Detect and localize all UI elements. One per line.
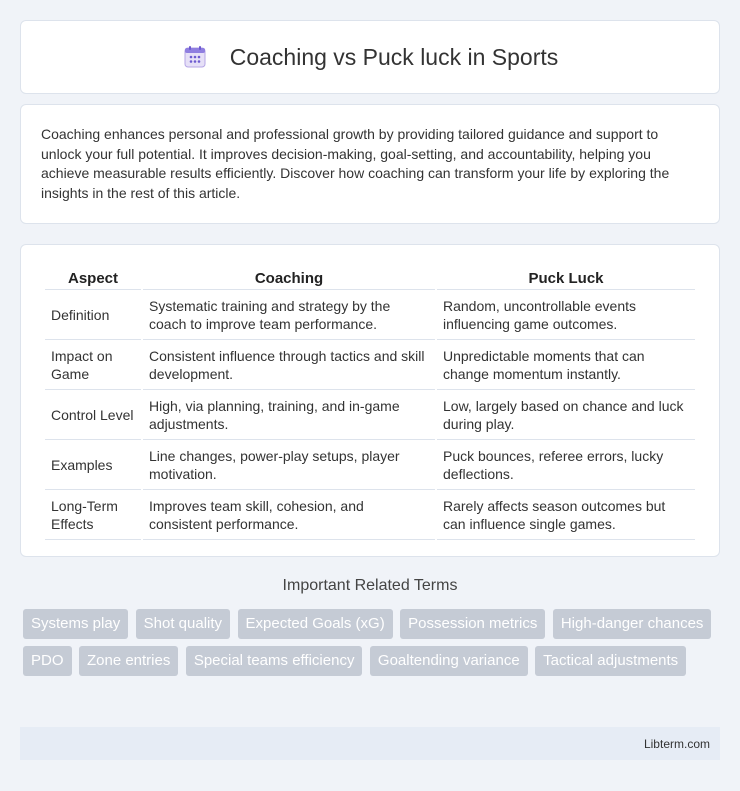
table-row [45,292,695,340]
calendar-icon [182,44,208,70]
table-cell-puck-luck: Low, largely based on chance and luck during play. [437,392,695,440]
table-row [45,392,695,440]
table-row [45,492,695,540]
intro-text: Coaching enhances personal and professional growth by providing tailored guidance and support to unlock your full potential. It improves decision-making, goal-setting, and accountability, helping you achieve measurable results efficiently. Discover how coaching can transform your life by exploring the insights in the rest of this article. [41,126,670,201]
related-term-tag[interactable]: Zone entries [79,646,178,676]
related-term-tag[interactable]: Systems play [23,609,128,639]
table-cell-coaching: Consistent influence through tactics and skill development. [143,342,435,390]
footer-site-link[interactable]: Libterm.com [643,736,710,751]
table-cell-puck-luck: Unpredictable moments that can change momentum instantly. [437,342,695,390]
comparison-table [43,265,697,542]
table-cell-puck-luck: Puck bounces, referee errors, lucky deflections. [437,442,695,490]
column-header-puck-luck: Puck Luck [437,267,695,290]
table-cell-coaching: Improves team skill, cohesion, and consistent performance. [143,492,435,540]
table-cell-aspect: Examples [45,442,141,490]
table-header-row [45,267,695,290]
table-row [45,342,695,390]
related-term-tag[interactable]: High-danger chances [553,609,712,639]
table-cell-aspect: Impact on Game [45,342,141,390]
table-cell-coaching: Line changes, power-play setups, player motivation. [143,442,435,490]
related-term-tag[interactable]: Possession metrics [400,609,545,639]
comparison-table-card [20,244,720,557]
table-cell-aspect: Control Level [45,392,141,440]
header-card [20,20,720,94]
related-term-tag[interactable]: Special teams efficiency [186,646,363,676]
page-title: Coaching vs Puck luck in Sports [229,43,559,70]
intro-card [20,104,720,224]
related-term-tag[interactable]: PDO [23,646,72,676]
table-cell-aspect: Long-Term Effects [45,492,141,540]
table-cell-aspect: Definition [45,292,141,340]
table-cell-puck-luck: Rarely affects season outcomes but can influence single games. [437,492,695,540]
table-cell-puck-luck: Random, uncontrollable events influencing game outcomes. [437,292,695,340]
table-row [45,442,695,490]
column-header-aspect: Aspect [45,267,141,290]
related-term-tag[interactable]: Shot quality [136,609,230,639]
related-terms-heading: Important Related Terms [282,577,458,594]
related-term-tag[interactable]: Tactical adjustments [535,646,686,676]
table-cell-coaching: Systematic training and strategy by the coach to improve team performance. [143,292,435,340]
related-term-tag[interactable]: Goaltending variance [370,646,528,676]
related-terms-list [23,609,723,683]
footer [20,727,720,760]
column-header-coaching: Coaching [143,267,435,290]
related-term-tag[interactable]: Expected Goals (xG) [238,609,393,639]
table-cell-coaching: High, via planning, training, and in-game adjustments. [143,392,435,440]
